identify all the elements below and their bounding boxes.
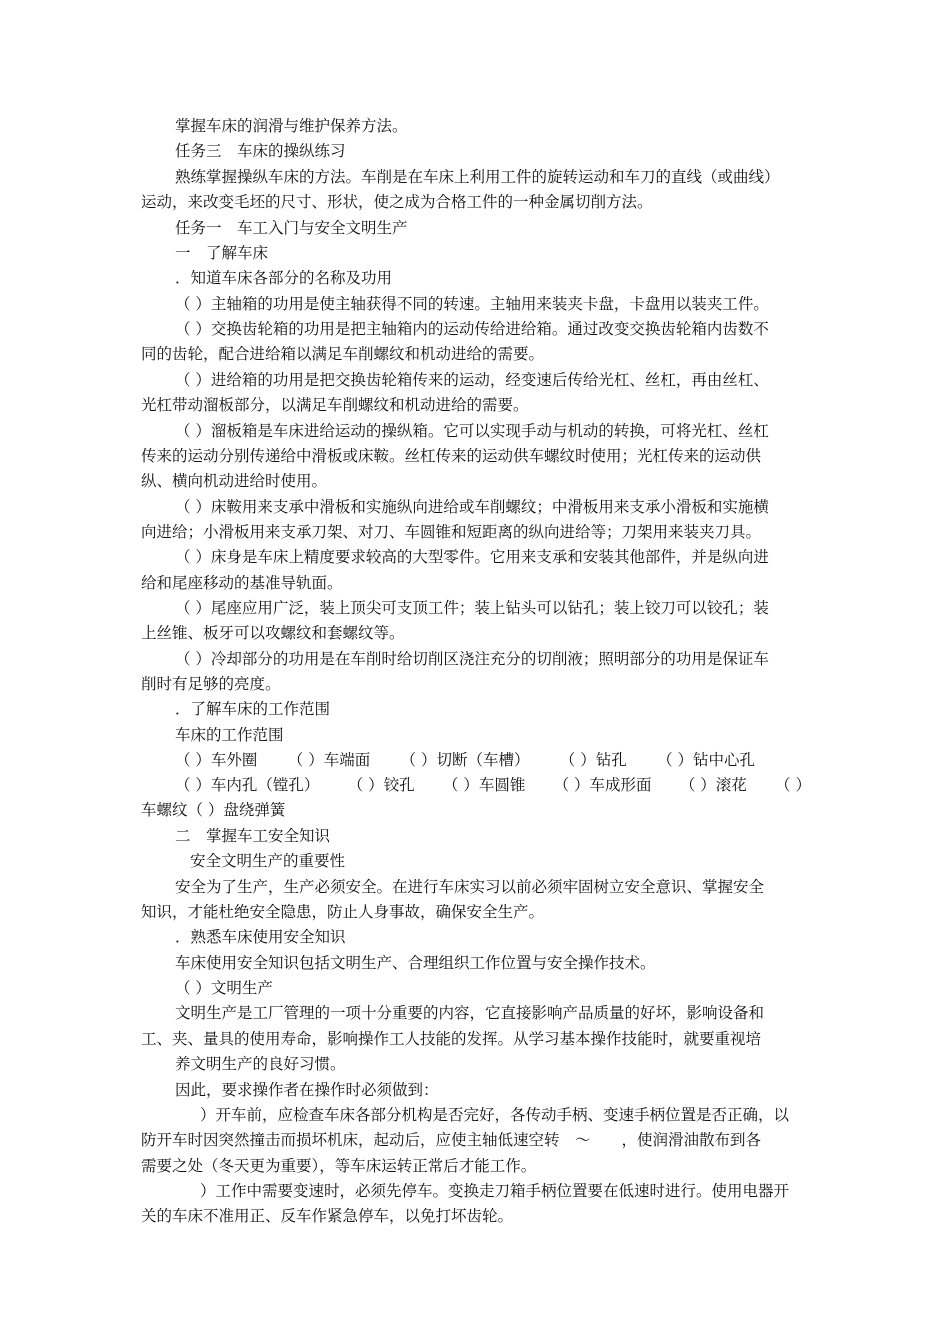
paragraph: 工、夹、量具的使用寿命，影响操作工人技能的发挥。从学习基本操作技能时，就要重视培 [141, 1030, 762, 1048]
subsection-heading: ．知道车床各部分的名称及功用 [175, 269, 393, 287]
paragraph: （ ）主轴箱的功用是使主轴获得不同的转速。主轴用来装夹卡盘，卡盘用以装夹工件。 [175, 295, 769, 313]
section-heading: 一 了解车床 [175, 244, 269, 262]
range-item: （ ）铰孔 [347, 776, 415, 794]
paragraph: （ ）溜板箱是车床进给运动的操纵箱。它可以实现手动与机动的转换，可将光杠、丝杠 [175, 422, 769, 440]
paragraph: 削时有足够的亮度。 [141, 675, 281, 693]
range-item: （ ）钻孔 [559, 751, 627, 769]
range-item: （ ）车成形面 [553, 776, 652, 794]
paragraph: 光杠带动溜板部分，以满足车削螺纹和机动进给的需要。 [141, 396, 529, 414]
range-item: （ ）钻中心孔 [657, 751, 755, 769]
range-item: （ ）车端面 [287, 751, 371, 769]
subsection-heading: ．熟悉车床使用安全知识 [175, 928, 346, 946]
paragraph: ）开车前，应检查车床各部分机构是否完好，各传动手柄、变速手柄位置是否正确，以 [200, 1106, 790, 1124]
range-row-2 [175, 775, 811, 795]
paragraph: 因此，要求操作者在操作时必须做到： [175, 1081, 439, 1099]
range-item: （ ）切断（车槽） [400, 751, 530, 769]
range-item: （ ）车内孔（镗孔） [175, 776, 320, 794]
paragraph: 养文明生产的良好习惯。 [175, 1055, 346, 1073]
paragraph: （ ）交换齿轮箱的功用是把主轴箱内的运动传给进给箱。通过改变交换齿轮箱内齿数不 [175, 320, 769, 338]
paragraph: 传来的运动分别传递给中滑板或床鞍。丝杠传来的运动供车螺纹时使用；光杠传来的运动供 [141, 447, 762, 465]
subsection-heading: ．了解车床的工作范围 [175, 700, 331, 718]
paragraph: 上丝锥、板牙可以攻螺纹和套螺纹等。 [141, 624, 405, 642]
range-row-1 [175, 750, 755, 770]
range-item: （ ）滚花 [679, 776, 747, 794]
paragraph: 车床的工作范围 [175, 726, 284, 744]
paragraph: （ ）冷却部分的功用是在车削时给切削区浇注充分的切削液；照明部分的功用是保证车 [175, 650, 769, 668]
paragraph: 纵、横向机动进给时使用。 [141, 472, 328, 490]
paragraph: 文明生产是工厂管理的一项十分重要的内容，它直接影响产品质量的好坏，影响设备和 [175, 1004, 765, 1022]
paragraph: （ ）尾座应用广泛，装上顶尖可支顶工件；装上钻头可以钻孔；装上铰刀可以铰孔；装 [175, 599, 769, 617]
paragraph: 给和尾座移动的基准导轨面。 [141, 574, 343, 592]
range-item: （ ） [775, 776, 811, 794]
paragraph: 车螺纹（ ）盘绕弹簧 [141, 801, 286, 819]
paragraph: 知识，才能杜绝安全隐患，防止人身事故，确保安全生产。 [141, 903, 545, 921]
paragraph: 防开车时因突然撞击而损坏机床，起动后，应使主轴低速空转 ～ ，使润滑油散布到各 [141, 1131, 762, 1149]
task-heading: 任务一 车工入门与安全文明生产 [175, 219, 408, 237]
paragraph: （ ）文明生产 [175, 979, 273, 997]
paragraph: 车床使用安全知识包括文明生产、合理组织工作位置与安全操作技术。 [175, 954, 656, 972]
paragraph: 运动，来改变毛坯的尺寸、形状，使之成为合格工件的一种金属切削方法。 [141, 193, 653, 211]
paragraph: 熟练掌握操纵车床的方法。车削是在车床上利用工件的旋转运动和车刀的直线（或曲线） [175, 168, 780, 186]
paragraph: 需要之处（冬天更为重要），等车床运转正常后才能工作。 [141, 1157, 537, 1175]
paragraph: 掌握车床的润滑与维护保养方法。 [175, 117, 408, 135]
paragraph: 安全为了生产，生产必须安全。在进行车床实习以前必须牢固树立安全意识、掌握安全 [175, 878, 765, 896]
paragraph: （ ）床鞍用来支承中滑板和实施纵向进给或车削螺纹；中滑板用来支承小滑板和实施横 [175, 498, 769, 516]
paragraph: （ ）进给箱的功用是把交换齿轮箱传来的运动，经变速后传给光杠、丝杠，再由丝杠、 [175, 371, 769, 389]
paragraph: ）工作中需要变速时，必须先停车。变换走刀箱手柄位置要在低速时进行。使用电器开 [200, 1182, 790, 1200]
range-item: （ ）车圆锥 [442, 776, 526, 794]
paragraph: （ ）床身是车床上精度要求较高的大型零件。它用来支承和安装其他部件，并是纵向进 [175, 548, 769, 566]
section-heading: 二 掌握车工安全知识 [175, 827, 331, 845]
task-heading: 任务三 车床的操纵练习 [175, 142, 346, 160]
paragraph: 关的车床不准用正、反车作紧急停车，以免打坏齿轮。 [141, 1207, 514, 1225]
subsection-heading: 安全文明生产的重要性 [190, 852, 346, 870]
range-item: （ ）车外圈 [175, 751, 258, 769]
paragraph: 向进给；小滑板用来支承刀架、对刀、车圆锥和短距离的纵向进给等；刀架用来装夹刀具。 [141, 523, 762, 541]
paragraph: 同的齿轮，配合进给箱以满足车削螺纹和机动进给的需要。 [141, 345, 545, 363]
